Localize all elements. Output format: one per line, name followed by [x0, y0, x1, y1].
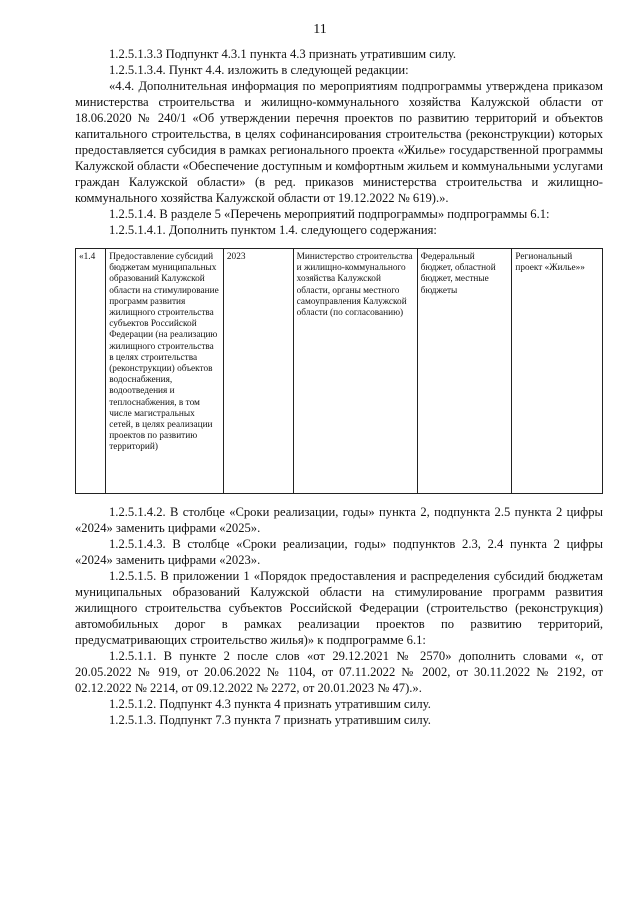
paragraph-1-2-5-1-2: 1.2.5.1.2. Подпункт 4.3 пункта 4 признать утратившим силу.: [109, 697, 431, 711]
paragraph-1-2-5-1-3-4: 1.2.5.1.3.4. Пункт 4.4. изложить в следующей редакции:: [109, 63, 409, 77]
paragraph-1-2-5-1-4-1: 1.2.5.1.4.1. Дополнить пунктом 1.4. следующего содержания:: [109, 223, 437, 237]
document-body: [75, 46, 603, 728]
page-number: 11: [313, 22, 327, 37]
cell-measure-name: Предоставление субсидий бюджетам муниципальных образований Калужской области на стимулирование программ развития жилищного строительства субъектов Российской Федерации (на реализацию жилищного строительства в целях строительства (реконструкции) объектов водоснабжения, водоотведения и теплоснабжения, в том числе магистральных сетей, в целях реализации проектов по развитию территорий): [106, 249, 224, 494]
paragraph-1-2-5-1-4: 1.2.5.1.4. В разделе 5 «Перечень мероприятий подпрограммы» подпрограммы 6.1:: [109, 207, 550, 221]
paragraph-1-2-5-1-1: 1.2.5.1.1. В пункте 2 после слов «от 29.12.2021 № 2570» дополнить словами «, от 20.05.2022 № 919, от 20.06.2022 № 1104, от 07.11.2022 № 2002, от 30.11.2022 № 2192, от 02.12.2022 № 2214, от 09.12.2022 № 2272, от 20.01.2023 № 47).».: [75, 649, 603, 695]
paragraph-4-4-quote: «4.4. Дополнительная информация по мероприятиям подпрограммы утверждена приказом министерства строительства и жилищно-коммунального хозяйства Калужской области от 18.06.2020 № 240/1 «Об утверждении перечня проектов по развитию территорий и объектов капитального строительства, в целях софинансирования строительства (реконструкции) которых предоставляется субсидия в рамках регионального проекта «Жилье» государственной программы Калужской области «Обеспечение доступным и комфортным жильем и коммунальными услугами граждан Калужской области» (в ред. приказов министерства строительства и жилищно-коммунального хозяйства Калужской области от 19.12.2022 № 619).».: [75, 79, 603, 205]
paragraph-1-2-5-1-3: 1.2.5.1.3. Подпункт 7.3 пункта 7 признать утратившим силу.: [109, 713, 431, 727]
cell-executors: Министерство строительства и жилищно-коммунального хозяйства Калужской области, органы местного самоуправления Калужской области (по согласованию): [293, 249, 417, 494]
paragraph-1-2-5-1-5: 1.2.5.1.5. В приложении 1 «Порядок предоставления и распределения субсидий бюджетам муниципальных образований Калужской области на стимулирование программ развития жилищного строительства субъектов Российской Федерации (строительство (реконструкция) автомобильных дорог в рамках реализации проектов по развитию территорий, предусматривающих строительство жилья)» к подпрограмме 6.1:: [75, 569, 603, 647]
paragraph-1-2-5-1-4-3: 1.2.5.1.4.3. В столбце «Сроки реализации, годы» подпунктов 2.3, 2.4 пункта 2 цифры «2024» заменить цифрами «2023».: [75, 537, 603, 567]
measures-table: [75, 248, 603, 494]
cell-funding-sources: Федеральный бюджет, областной бюджет, местные бюджеты: [417, 249, 512, 494]
paragraph-1-2-5-1-3-3: 1.2.5.1.3.3 Подпункт 4.3.1 пункта 4.3 признать утратившим силу.: [109, 47, 457, 61]
cell-item-number: «1.4: [76, 249, 106, 494]
table-row: [76, 249, 603, 494]
cell-year: 2023: [223, 249, 293, 494]
cell-regional-project: Региональный проект «Жилье»»: [512, 249, 603, 494]
paragraph-1-2-5-1-4-2: 1.2.5.1.4.2. В столбце «Сроки реализации, годы» пункта 2, подпункта 2.5 пункта 2 цифры «2024» заменить цифрами «2025».: [75, 505, 603, 535]
